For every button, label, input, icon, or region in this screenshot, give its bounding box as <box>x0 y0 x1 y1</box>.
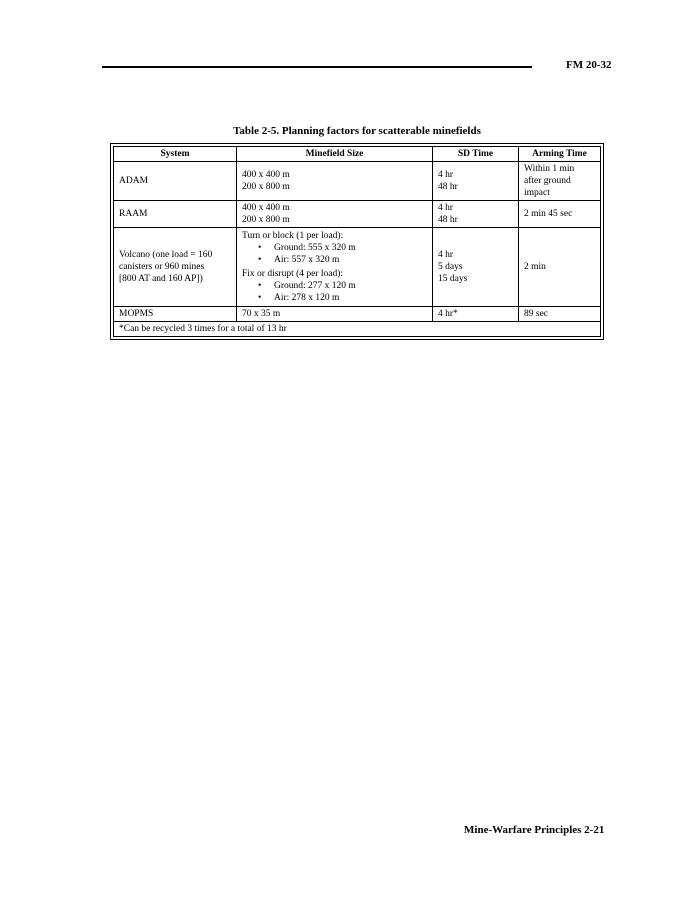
sd-time-value: 4 hr <box>438 250 454 260</box>
cell-arming-time <box>519 201 601 228</box>
cell-minefield-size <box>237 162 433 201</box>
table-footnote-row <box>114 322 601 337</box>
cell-minefield-size <box>237 228 433 307</box>
size-value: 400 x 400 m <box>242 203 290 213</box>
cell-minefield-size <box>237 201 433 228</box>
cell-arming-time <box>519 162 601 201</box>
cell-arming-time <box>519 307 601 322</box>
cell-sd-time <box>433 228 519 307</box>
system-name-line: [800 AT and 160 AP]) <box>119 274 203 284</box>
list-item: • Air: 278 x 120 m <box>258 292 427 304</box>
list-item: • Air: 557 x 320 m <box>258 254 427 266</box>
list-item: • Ground: 555 x 320 m <box>258 242 427 254</box>
table-header-row <box>114 147 601 162</box>
sd-time-value: 15 days <box>438 274 468 284</box>
cell-minefield-size <box>237 307 433 322</box>
table-row-raam <box>114 201 601 228</box>
cell-sd-time <box>433 307 519 322</box>
system-name: ADAM <box>119 176 149 186</box>
sd-time-value: 4 hr <box>438 170 454 180</box>
sd-time-value: 4 hr* <box>438 309 458 319</box>
cell-system <box>114 201 237 228</box>
sd-time-value: 4 hr <box>438 203 454 213</box>
table-row-mopms <box>114 307 601 322</box>
system-name-line: Volcano (one load = 160 <box>119 250 213 260</box>
size-value: 200 x 800 m <box>242 215 290 225</box>
size-group-list <box>242 280 427 304</box>
table-title: Table 2-5. Planning factors for scatterable minefields <box>233 125 481 137</box>
system-name: RAAM <box>119 209 148 219</box>
sd-time-value: 48 hr <box>438 182 458 192</box>
size-value: 400 x 400 m <box>242 170 290 180</box>
system-name-line: canisters or 960 mines <box>119 262 205 272</box>
cell-sd-time <box>433 162 519 201</box>
table-row-adam <box>114 162 601 201</box>
list-item: • Ground: 277 x 120 m <box>258 280 427 292</box>
arming-time-line: Within 1 min <box>524 164 575 174</box>
arming-time-value: 2 min 45 sec <box>524 209 573 219</box>
arming-time-line: after ground <box>524 176 571 186</box>
sd-time-value: 48 hr <box>438 215 458 225</box>
arming-time-value: 2 min <box>524 262 546 272</box>
arming-time-line: impact <box>524 188 550 198</box>
table-row-volcano <box>114 228 601 307</box>
arming-time-value: 89 sec <box>524 309 549 319</box>
system-name: MOPMS <box>119 309 154 319</box>
planning-factors-table <box>110 143 604 340</box>
cell-system <box>114 228 237 307</box>
size-group-list <box>242 242 427 266</box>
column-header-minefield-size: Minefield Size <box>237 147 433 162</box>
sd-time-value: 5 days <box>438 262 463 272</box>
header-rule <box>102 66 532 68</box>
size-group-label: Turn or block (1 per load): <box>242 231 344 241</box>
cell-system <box>114 307 237 322</box>
page-footer: Mine-Warfare Principles 2-21 <box>464 824 605 836</box>
column-header-arming-time: Arming Time <box>519 147 601 162</box>
column-header-sd-time: SD Time <box>433 147 519 162</box>
size-group-label: Fix or disrupt (4 per load): <box>242 269 344 279</box>
cell-system <box>114 162 237 201</box>
column-header-system: System <box>114 147 237 162</box>
cell-arming-time <box>519 228 601 307</box>
size-value: 70 x 35 m <box>242 309 281 319</box>
size-value: 200 x 800 m <box>242 182 290 192</box>
document-code: FM 20-32 <box>566 59 612 71</box>
table-footnote: *Can be recycled 3 times for a total of 13 hr <box>114 322 601 337</box>
cell-sd-time <box>433 201 519 228</box>
